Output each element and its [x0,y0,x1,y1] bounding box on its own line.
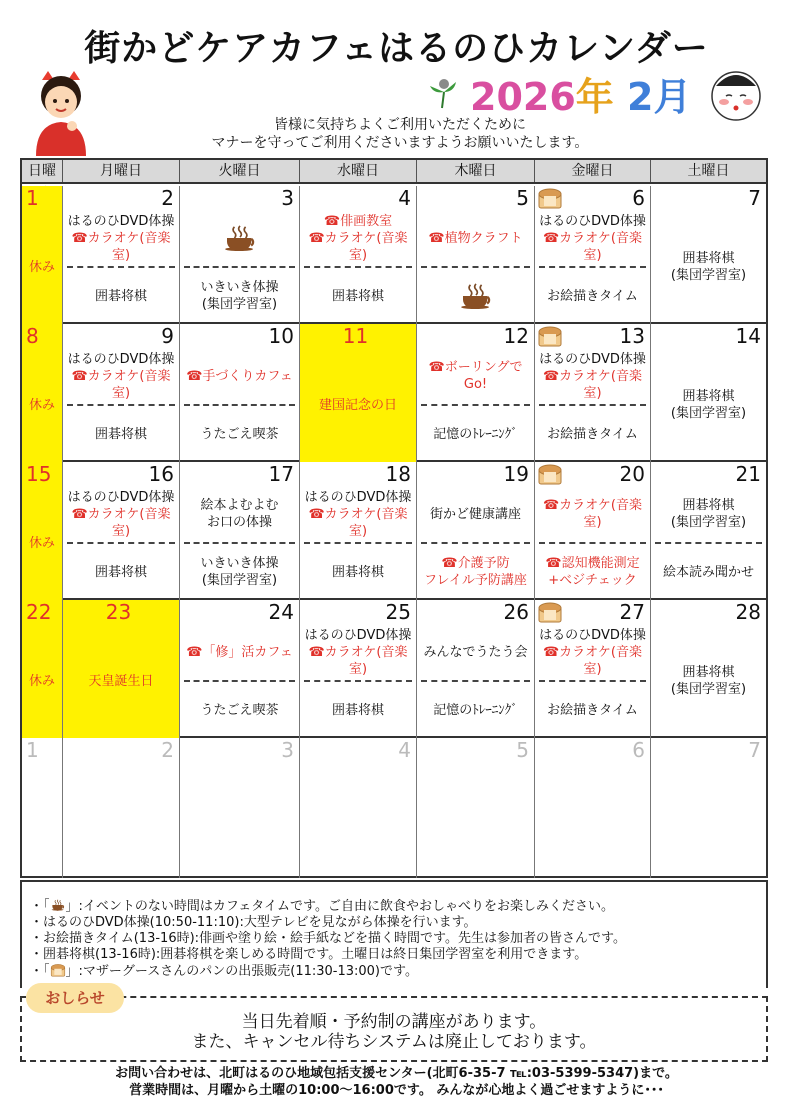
coffee-cup-icon [50,898,66,912]
day-number [535,324,651,348]
event-text: +ベジチェック [548,573,637,588]
empty-cell [535,762,651,878]
note-dvd: ・はるのひDVD体操(10:50-11:10):大型テレビを見ながら体操を行います。 [30,915,477,930]
notice-line-1: 当日先着順・予約制の講座があります。 [241,1012,547,1032]
event-pm: 囲碁将棋 [94,426,147,442]
day-number: 8 [22,324,63,348]
day-cell [300,486,417,600]
year-value: 2026 [470,75,576,119]
event-text: 囲碁将棋 [682,389,735,404]
event-text: (集団学習室) [201,573,278,588]
day-cell [535,624,651,738]
event-am [535,348,650,404]
event-am: ☎カラオケ(音楽室) [542,498,642,530]
year-suffix: 年 [575,75,614,119]
event-am: みんなでうたう会 [423,644,528,660]
event-text: ☎カラオケ(音楽室) [308,230,408,263]
event-am [300,624,416,680]
footer-contact: お問い合わせは、北町はるのひ地域包括支援センター(北町6-35-7 ℡:03-5399-5347)まで。 [115,1066,678,1081]
event-am: ☎「修」活カフェ [186,644,293,660]
day-number: 15 [22,462,63,486]
event-am [180,486,299,542]
event-text: ☎俳画教室 [323,213,393,229]
day-cell [180,210,300,324]
day-cell [651,624,766,738]
day-cell [63,348,180,462]
notice-line-2: また、キャンセル待ちシステムは廃止しております。 [191,1032,597,1052]
event-text: Go! [463,377,488,392]
event-am [180,210,299,266]
closed-label: 休み [28,535,55,551]
event-text: はるのひDVD体操 [67,351,175,367]
day-number: 14 [735,324,761,348]
event-am [63,210,179,266]
day-number: 9 [63,324,180,348]
month-value: 2月 [627,75,692,119]
closed-label: 休み [28,259,55,275]
event-text: はるのひDVD体操 [539,351,646,367]
event-text: ☎カラオケ(音楽室) [71,506,171,539]
day-number: 17 [180,462,300,486]
day-cell [180,486,300,600]
event-text: はるのひDVD体操 [67,213,175,229]
year-month-heading [470,66,691,121]
event-pm: 囲碁将棋 [331,564,384,580]
bread-icon [537,187,563,209]
day-number [535,186,651,210]
note-bread: ・「 」:マザーグースさんのパンの出張販売(11:30-13:00)です。 [30,964,418,979]
day-number-value: 13 [619,324,645,348]
sunday-cell [22,348,63,462]
event-pm: お絵描きタイム [547,288,638,304]
event-text: ☎カラオケ(音楽室) [71,368,171,401]
holiday-label: 天皇誕生日 [88,673,154,689]
notice-badge: おしらせ [26,983,124,1013]
week-row-next-month [22,738,766,878]
day-cell [417,486,535,600]
day-number: 16 [63,462,180,486]
event-allday [651,624,766,738]
day-number: 24 [180,600,300,624]
event-pm: うたごえ喫茶 [200,426,279,442]
day-cell [180,348,300,462]
day-cell [417,624,535,738]
coffee-cup-icon [221,225,259,251]
event-text: (集団学習室) [670,406,747,421]
event-text: 囲碁将棋 [682,251,735,266]
event-am: 街かど健康講座 [429,506,521,522]
page-title: 街かどケアカフェはるのひカレンダー [84,28,709,69]
event-text: フレイル予防講座 [424,573,527,588]
event-pm: うたごえ喫茶 [200,702,279,718]
event-text: はるのひDVD体操 [304,627,412,643]
day-cell [63,210,180,324]
subtitle-line-1: 皆様に気持ちよくご利用いただくために [274,117,526,133]
day-number: 25 [300,600,417,624]
event-allday [651,348,766,462]
holiday-label: 建国記念の日 [318,397,397,413]
event-text: お口の体操 [206,515,272,530]
day-number: 10 [180,324,300,348]
event-text: (集団学習室) [670,682,747,697]
closed-label: 休み [28,673,55,689]
bread-icon [537,463,563,485]
day-number: 19 [417,462,535,486]
event-text: はるのひDVD体操 [539,213,646,229]
event-text: はるのひDVD体操 [539,627,646,643]
day-number: 1 [22,186,63,210]
weekday-sat: 土曜日 [687,163,730,179]
note-drawing: ・お絵描きタイム(13-16時):俳画や塗り絵・絵手紙などを描く時間です。先生は参加者の皆さんです。 [30,931,626,946]
subtitle-line-2: マナーを守ってご利用くださいますようお願いいたします。 [211,135,589,151]
event-text: ☎カラオケ(音楽室) [308,506,408,539]
coffee-cup-icon [457,283,495,309]
day-number [535,462,651,486]
event-pm [535,544,650,600]
okame-mask-icon [708,66,764,122]
day-number: 6 [535,738,651,762]
day-cell [180,624,300,738]
event-text: 囲碁将棋 [682,665,735,680]
event-pm [180,544,299,600]
event-am [300,210,416,266]
weekday-header [22,160,766,184]
weekday-fri: 金曜日 [535,160,651,182]
bread-icon [50,963,66,977]
event-pm: 囲碁将棋 [331,702,384,718]
day-number-value: 6 [632,186,645,210]
day-number: 4 [300,738,417,762]
week-row [22,462,766,600]
event-text: ☎カラオケ(音楽室) [542,230,642,263]
day-number: 5 [417,738,535,762]
setsubun-girl-icon [28,70,94,156]
event-pm: 囲碁将棋 [94,564,147,580]
closed-label: 休み [28,397,55,413]
day-number: 26 [417,600,535,624]
event-text: ☎ボーリングで [428,360,523,375]
empty-cell [22,762,63,878]
event-am [63,486,179,542]
event-text: (集団学習室) [670,268,747,283]
event-pm [180,268,299,324]
footer-hours: 営業時間は、月曜から土曜の10:00～16:00です。 みんなが心地よく過ごせますように･･･ [129,1083,664,1098]
weekday-wed: 水曜日 [300,160,417,182]
notice-box [20,996,768,1062]
subtitle [150,116,650,152]
event-text: (集団学習室) [201,297,278,312]
event-am: ☎植物クラフト [428,230,523,246]
day-number: 12 [417,324,535,348]
event-text: ☎認知機能測定 [545,556,640,571]
day-number-value: 27 [619,600,645,624]
day-number: 21 [735,462,761,486]
day-number [535,600,651,624]
day-cell [300,210,417,324]
event-pm: 記憶のﾄﾚｰﾆﾝｸﾞ [433,426,518,442]
day-number: 5 [417,186,535,210]
day-cell [300,624,417,738]
event-text: ☎カラオケ(音楽室) [308,644,408,677]
event-pm [417,268,534,324]
empty-cell [417,762,535,878]
notes-section [20,880,768,988]
day-number: 23 [63,600,180,624]
weekday-thu: 木曜日 [417,160,535,182]
empty-cell [63,762,180,878]
event-am [63,348,179,404]
day-number: 3 [180,738,300,762]
weekday-sun: 日曜 [22,160,63,182]
day-number: 18 [300,462,417,486]
event-text: 絵本よむよむ [200,498,279,513]
sunday-cell [22,486,63,600]
event-text: ☎カラオケ(音楽室) [542,368,642,401]
day-cell [63,486,180,600]
day-number: 4 [300,186,417,210]
event-am [300,486,416,542]
bread-icon [537,325,563,347]
event-text: はるのひDVD体操 [304,489,412,505]
day-number-value: 20 [619,462,645,486]
sunday-cell [22,624,63,738]
event-pm: 囲碁将棋 [331,288,384,304]
event-text: はるのひDVD体操 [67,489,175,505]
bread-icon [537,601,563,623]
event-text: いきいき体操 [200,556,279,571]
week-row [22,186,766,324]
holiday-cell [300,348,417,462]
day-cell [417,210,535,324]
sunday-cell [22,210,63,324]
event-text: ☎介護予防 [441,556,510,571]
day-number: 3 [180,186,300,210]
day-number: 2 [63,186,180,210]
day-number: 2 [63,738,180,762]
day-number: 11 [300,324,417,348]
day-cell [651,210,766,324]
week-row [22,324,766,462]
empty-cell [300,762,417,878]
note-igo: ・囲碁将棋(13-16時):囲碁将棋を楽しめる時間です。土曜日は終日集団学習室を利用できます。 [30,947,588,962]
event-pm: お絵描きタイム [547,702,638,718]
day-number: 1 [22,738,63,762]
empty-cell [180,762,300,878]
event-pm: 囲碁将棋 [94,288,147,304]
footer [0,1065,793,1099]
event-am [535,210,650,266]
event-am: ☎手づくりカフェ [186,368,293,384]
day-number: 28 [735,600,761,624]
event-allday [651,210,766,324]
day-cell [535,348,651,462]
event-text: ☎カラオケ(音楽室) [71,230,171,263]
weekday-tue: 火曜日 [180,160,300,182]
event-pm: 絵本読み聞かせ [662,564,754,580]
event-am [535,624,650,680]
day-cell [417,348,535,462]
event-text: ☎カラオケ(音楽室) [542,644,642,677]
day-number: 7 [748,738,761,762]
day-cell [535,486,651,600]
day-cell [651,348,766,462]
event-pm: お絵描きタイム [547,426,638,442]
calendar-grid [20,158,768,878]
event-text: (集団学習室) [670,515,747,530]
holiday-cell [63,624,180,738]
day-number: 22 [22,600,63,624]
event-text: いきいき体操 [200,280,279,295]
event-pm: 記憶のﾄﾚｰﾆﾝｸﾞ [433,702,518,718]
event-am [417,348,534,404]
event-text: 囲碁将棋 [682,498,735,513]
week-row [22,600,766,738]
day-number: 7 [748,186,761,210]
weekday-mon: 月曜日 [63,160,180,182]
empty-cell [651,762,766,878]
event-am [651,486,766,542]
note-cafe: ・「 」:イベントのない時間はカフェタイムです。ご自由に飲食やおしゃべりをお楽しみください。 [30,899,614,914]
holly-icon [424,70,464,110]
event-pm [417,544,534,600]
day-cell [651,486,766,600]
day-cell [535,210,651,324]
